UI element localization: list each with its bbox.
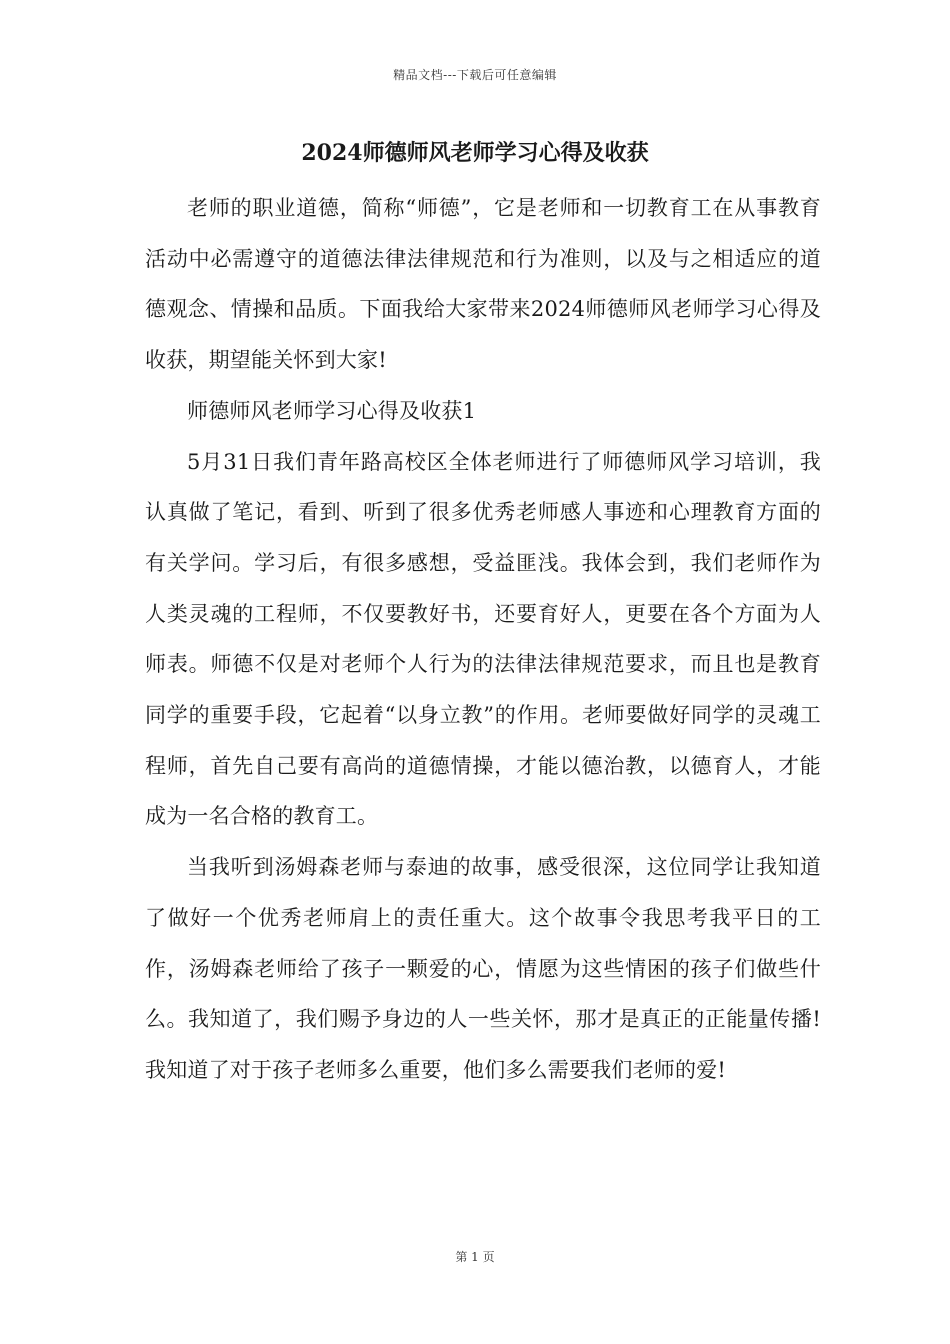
document-title: 2024师德师风老师学习心得及收获 [301,140,649,166]
section-heading: 师德师风老师学习心得及收获1 [187,398,477,423]
document-body [145,183,821,1096]
intro-paragraph: 老师的职业道德，简称“师德”，它是老师和一切教育工在从事教育活动中必需遵守的道德法律法律规范和行为准则，以及与之相适应的道德观念、情操和品质。下面我给大家带来2024师德师风老师学习心得及收获，期望能关怀到大家! [145,196,821,373]
body-paragraph-1: 5月31日我们青年路高校区全体老师进行了师德师风学习培训，我认真做了笔记，看到、听到了很多优秀老师感人事迹和心理教育方面的有关学问。学习后，有很多感想，受益匪浅。我体会到，我们老师作为人类灵魂的工程师，不仅要教好书，还要育好人，更要在各个方面为人师表。师德不仅是对老师个人行为的法律法律规范要求，而且也是教育同学的重要手段，它起着“以身立教”的作用。老师要做好同学的灵魂工程师，首先自己要有高尚的道德情操，才能以德治教，以德育人，才能成为一名合格的教育工。 [145,449,821,829]
page-number: 第 1 页 [455,1250,495,1264]
page-header: 精品文档---下载后可任意编辑 [393,68,557,82]
body-paragraph-2: 当我听到汤姆森老师与泰迪的故事，感受很深，这位同学让我知道了做好一个优秀老师肩上的责任重大。这个故事令我思考我平日的工作，汤姆森老师给了孩子一颗爱的心，情愿为这些情困的孩子们做些什么。我知道了，我们赐予身边的人一些关怀，那才是真正的正能量传播!我知道了对于孩子老师多么重要，他们多么需要我们老师的爱! [145,855,821,1082]
